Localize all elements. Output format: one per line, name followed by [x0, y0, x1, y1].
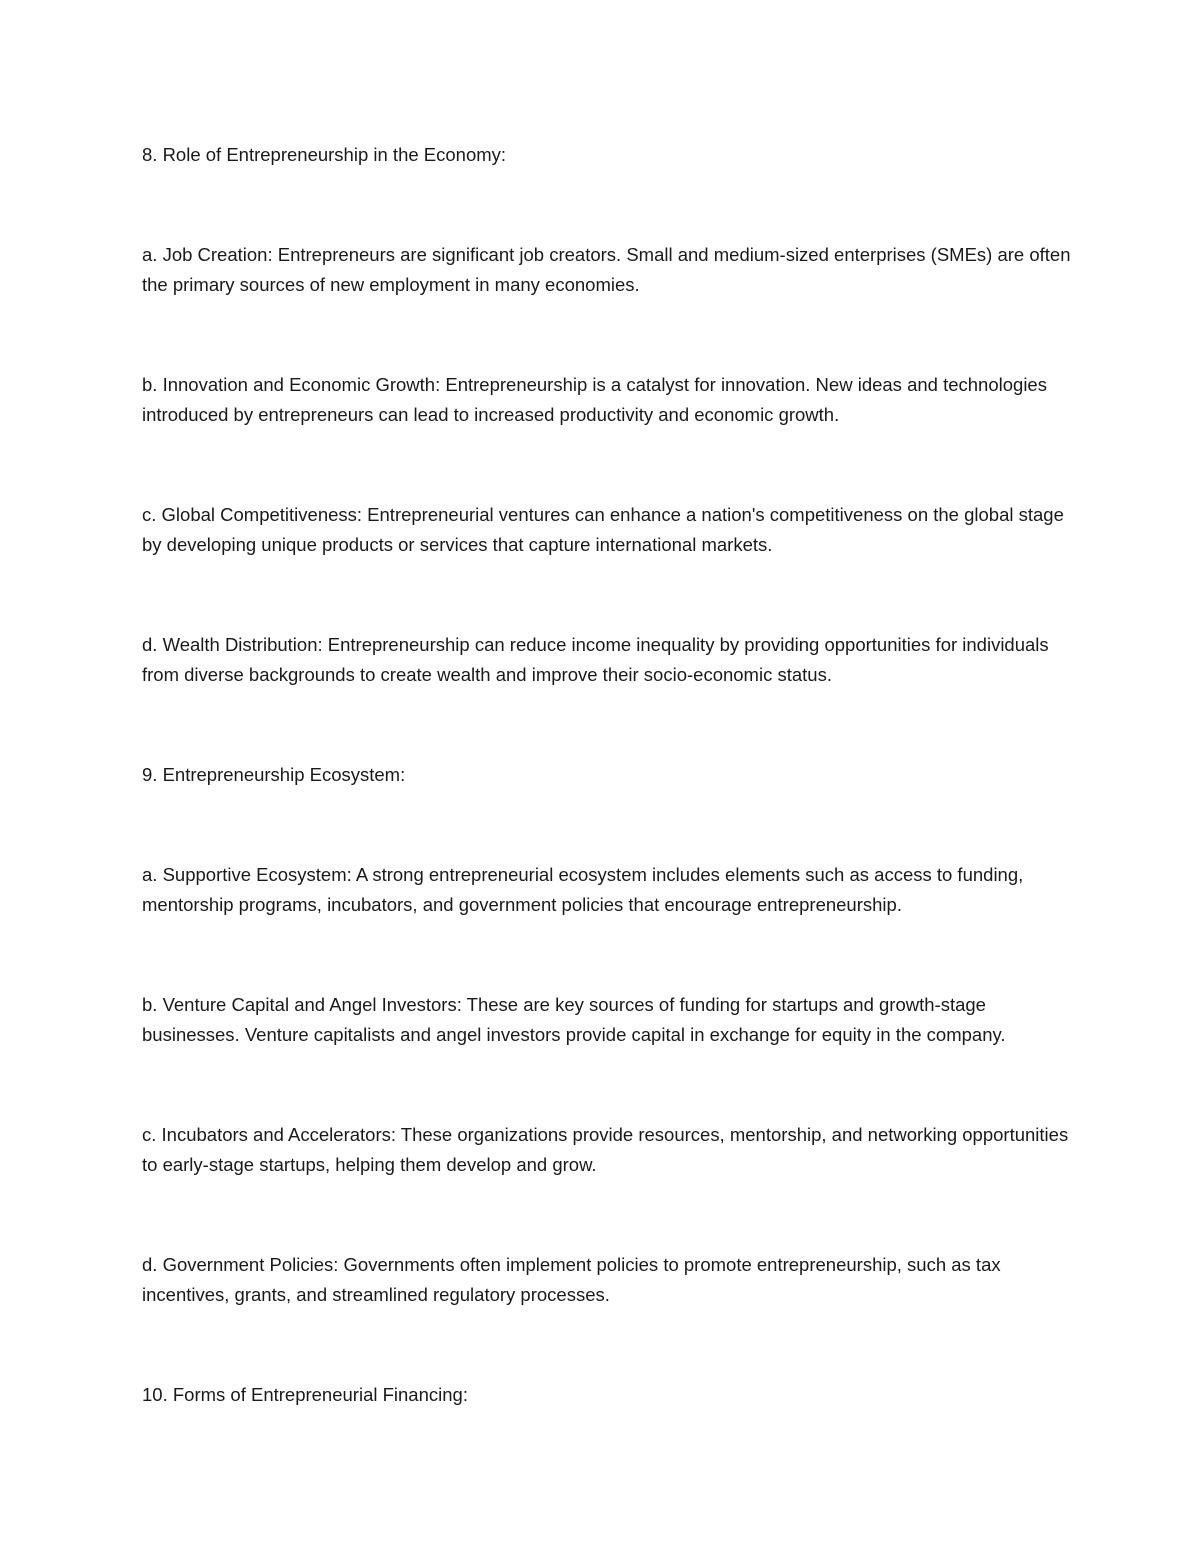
paragraph-wealth-distribution: d. Wealth Distribution: Entrepreneurship can reduce income inequality by providing opportunities for individuals from diverse backgrounds to create wealth and improve their socio-economic status.: [142, 634, 1049, 685]
paragraph-innovation-growth: b. Innovation and Economic Growth: Entrepreneurship is a catalyst for innovation. New ideas and technologies introduced by entrepreneurs can lead to increased productivity and economic growth.: [142, 374, 1047, 425]
paragraph-job-creation: a. Job Creation: Entrepreneurs are significant job creators. Small and medium-sized enterprises (SMEs) are often the primary sources of new employment in many economies.: [142, 244, 1071, 295]
paragraph-supportive-ecosystem: a. Supportive Ecosystem: A strong entrepreneurial ecosystem includes elements such as access to funding, mentorship programs, incubators, and government policies that encourage entrepreneurship.: [142, 864, 1024, 915]
paragraph-incubators-accelerators: c. Incubators and Accelerators: These organizations provide resources, mentorship, and networking opportunities to early-stage startups, helping them develop and grow.: [142, 1124, 1069, 1175]
paragraph-government-policies: d. Government Policies: Governments often implement policies to promote entrepreneurship, such as tax incentives, grants, and streamlined regulatory processes.: [142, 1254, 1001, 1305]
section-heading-ecosystem: 9. Entrepreneurship Ecosystem:: [142, 764, 406, 785]
section-heading-financing: 10. Forms of Entrepreneurial Financing:: [142, 1384, 468, 1405]
paragraph-global-competitiveness: c. Global Competitiveness: Entrepreneurial ventures can enhance a nation's competitiveness on the global stage by developing unique products or services that capture international markets.: [142, 504, 1064, 555]
paragraph-venture-capital: b. Venture Capital and Angel Investors: These are key sources of funding for startups and growth-stage businesses. Venture capitalists and angel investors provide capital in exchange for equity in the company.: [142, 994, 1006, 1045]
section-heading-role-of-entrepreneurship: 8. Role of Entrepreneurship in the Economy:: [142, 144, 507, 165]
